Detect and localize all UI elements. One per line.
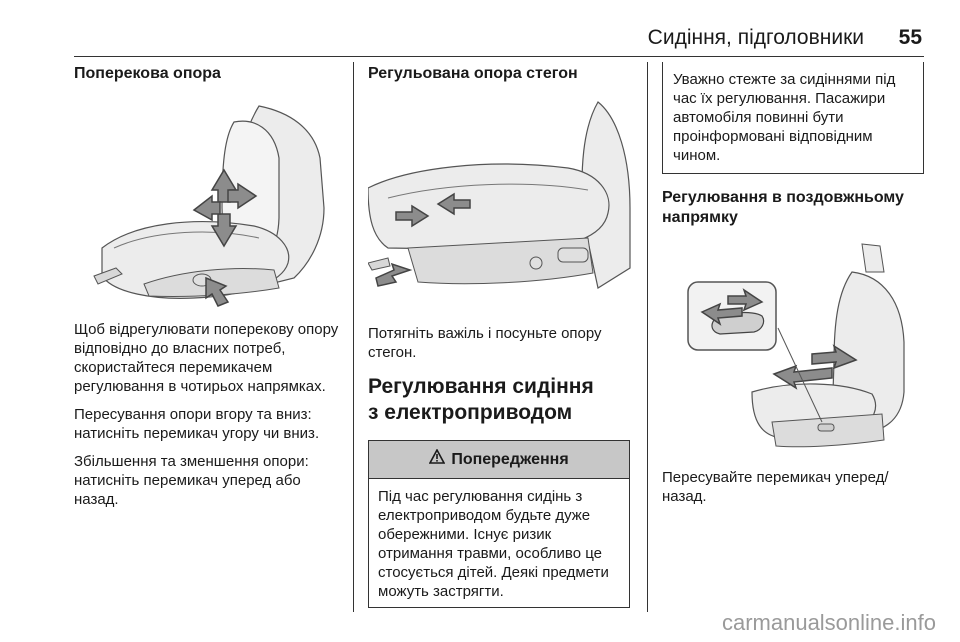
thigh-support-heading: Регульована опора стегон [368, 65, 578, 82]
column-lumbar-support [74, 64, 340, 518]
lumbar-heading: Поперекова опора [74, 65, 221, 82]
lumbar-paragraph-3: Збільшення та зменшення опори: натисніть перемикач уперед або назад. [74, 453, 309, 508]
column-divider-1 [353, 62, 354, 612]
warning-triangle-icon [429, 449, 445, 470]
warning-box [368, 440, 630, 608]
lumbar-paragraph-2: Пересування опори вгору та вниз: натисніть перемикач угору чи вниз. [74, 406, 320, 442]
header-title: Сидіння, підголовники [647, 26, 864, 49]
page-number: 55 [898, 26, 922, 49]
column-divider-2 [647, 62, 648, 612]
watermark: carmanualsonline.info [721, 610, 936, 635]
thigh-support-illustration [368, 98, 633, 310]
thigh-support-paragraph: Потягніть важіль і посуньте опору стегон. [368, 325, 602, 361]
header-rule [74, 56, 924, 57]
longitudinal-paragraph: Пересувайте перемикач уперед/ назад. [662, 469, 889, 505]
column-thigh-support [368, 64, 633, 608]
warning-title: Попередження [451, 450, 569, 468]
lumbar-support-illustration [74, 98, 340, 310]
warning-text: Під час регулювання сидінь з електроприводом будьте дуже обережними. Існує ризик отримання травми, особливо це стосується дітей. Деякі предмети можуть застрягти. [378, 488, 609, 600]
column-longitudinal [662, 64, 924, 515]
longitudinal-heading: Регулювання в поздовжньому напрямку [662, 189, 904, 226]
longitudinal-adjustment-illustration [662, 242, 924, 454]
warning-continuation-box: Уважно стежте за сидіннями під час їх регулювання. Пасажири автомобіля повинні бути проінформовані відповідним чином. [662, 62, 924, 174]
lumbar-paragraph-1: Щоб відрегулювати поперекову опору відповідно до власних потреб, скористайтеся перемикачем регулювання в чотирьох напрямках. [74, 321, 339, 395]
power-seat-heading: Регулювання сидіння з електроприводом [368, 375, 594, 424]
page-header [0, 26, 960, 56]
warning-header [369, 441, 629, 479]
